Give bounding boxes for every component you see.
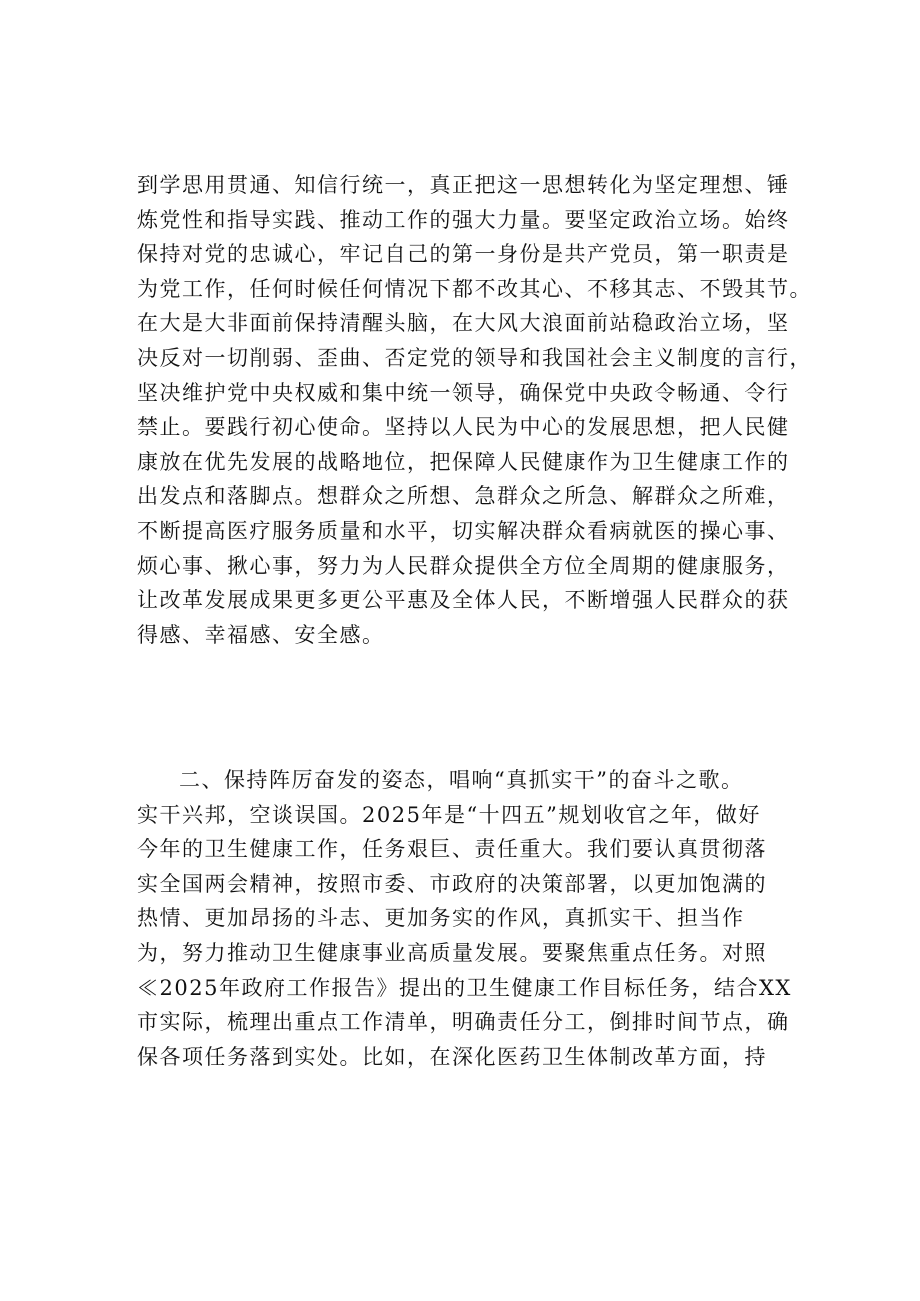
text-line: 禁止。要践行初心使命。坚持以人民为中心的发展思想，把人民健	[137, 415, 790, 440]
text-line: 坚决维护党中央权威和集中统一领导，确保党中央政令畅通、令行	[137, 380, 790, 405]
text-line: 到学思用贯通、知信行统一，真正把这一思想转化为坚定理想、锤	[137, 173, 790, 197]
section-heading: 二、保持阵厉奋发的姿态，唱响“真抓实干”的奋斗之歌。	[179, 768, 744, 792]
text-line: 得感、幸福感、安全感。	[137, 622, 385, 647]
text-line: 实全国两会精神，按照市委、市政府的决策部署，以更加饱满的	[137, 871, 767, 896]
text-line: 为，努力推动卫生健康事业高质量发展。要聚焦重点任务。对照	[137, 940, 767, 965]
text-line: 决反对一切削弱、歪曲、否定党的领导和我国社会主义制度的言行，	[137, 345, 812, 370]
text-line: 今年的卫生健康工作，任务艰巨、责任重大。我们要认真贯彻落	[137, 837, 767, 862]
paragraph-1	[137, 168, 812, 652]
text-line: 炼党性和指导实践、推动工作的强大力量。要坚定政治立场。始终	[137, 207, 790, 232]
text-line: 让改革发展成果更多更公平惠及全体人民，不断增强人民群众的获	[137, 588, 790, 613]
text-line: 烦心事、揪心事，努力为人民群众提供全方位全周期的健康服务，	[137, 553, 790, 578]
text-line: 康放在优先发展的战略地位，把保障人民健康作为卫生健康工作的	[137, 449, 790, 474]
text-line: 保持对党的忠诚心，牢记自己的第一身份是共产党员，第一职责是	[137, 242, 790, 267]
text-line: 不断提高医疗服务质量和水平，切实解决群众看病就医的操心事、	[137, 518, 790, 543]
text-line: 市实际，梳理出重点工作清单，明确责任分工，倒排时间节点，确	[137, 1010, 790, 1035]
text-line: 在大是大非面前保持清醒头脑，在大风大浪面前站稳政治立场，坚	[137, 311, 790, 336]
text-line: 为党工作，任何时候任何情况下都不改其心、不移其志、不毁其节。	[137, 276, 812, 301]
text-line: 出发点和落脚点。想群众之所想、急群众之所急、解群众之所难，	[137, 484, 790, 509]
text-line: 实干兴邦，空谈误国。2025年是“十四五”规划收官之年，做好	[137, 802, 761, 827]
paragraph-2	[137, 763, 792, 1074]
text-line: ≪2025年政府工作报告》提出的卫生健康工作目标任务，结合XX	[137, 975, 792, 1000]
text-line: 热情、更加昂扬的斗志、更加务实的作风，真抓实干、担当作	[137, 906, 745, 931]
text-line: 保各项任务落到实处。比如，在深化医药卫生体制改革方面，持	[137, 1044, 767, 1069]
